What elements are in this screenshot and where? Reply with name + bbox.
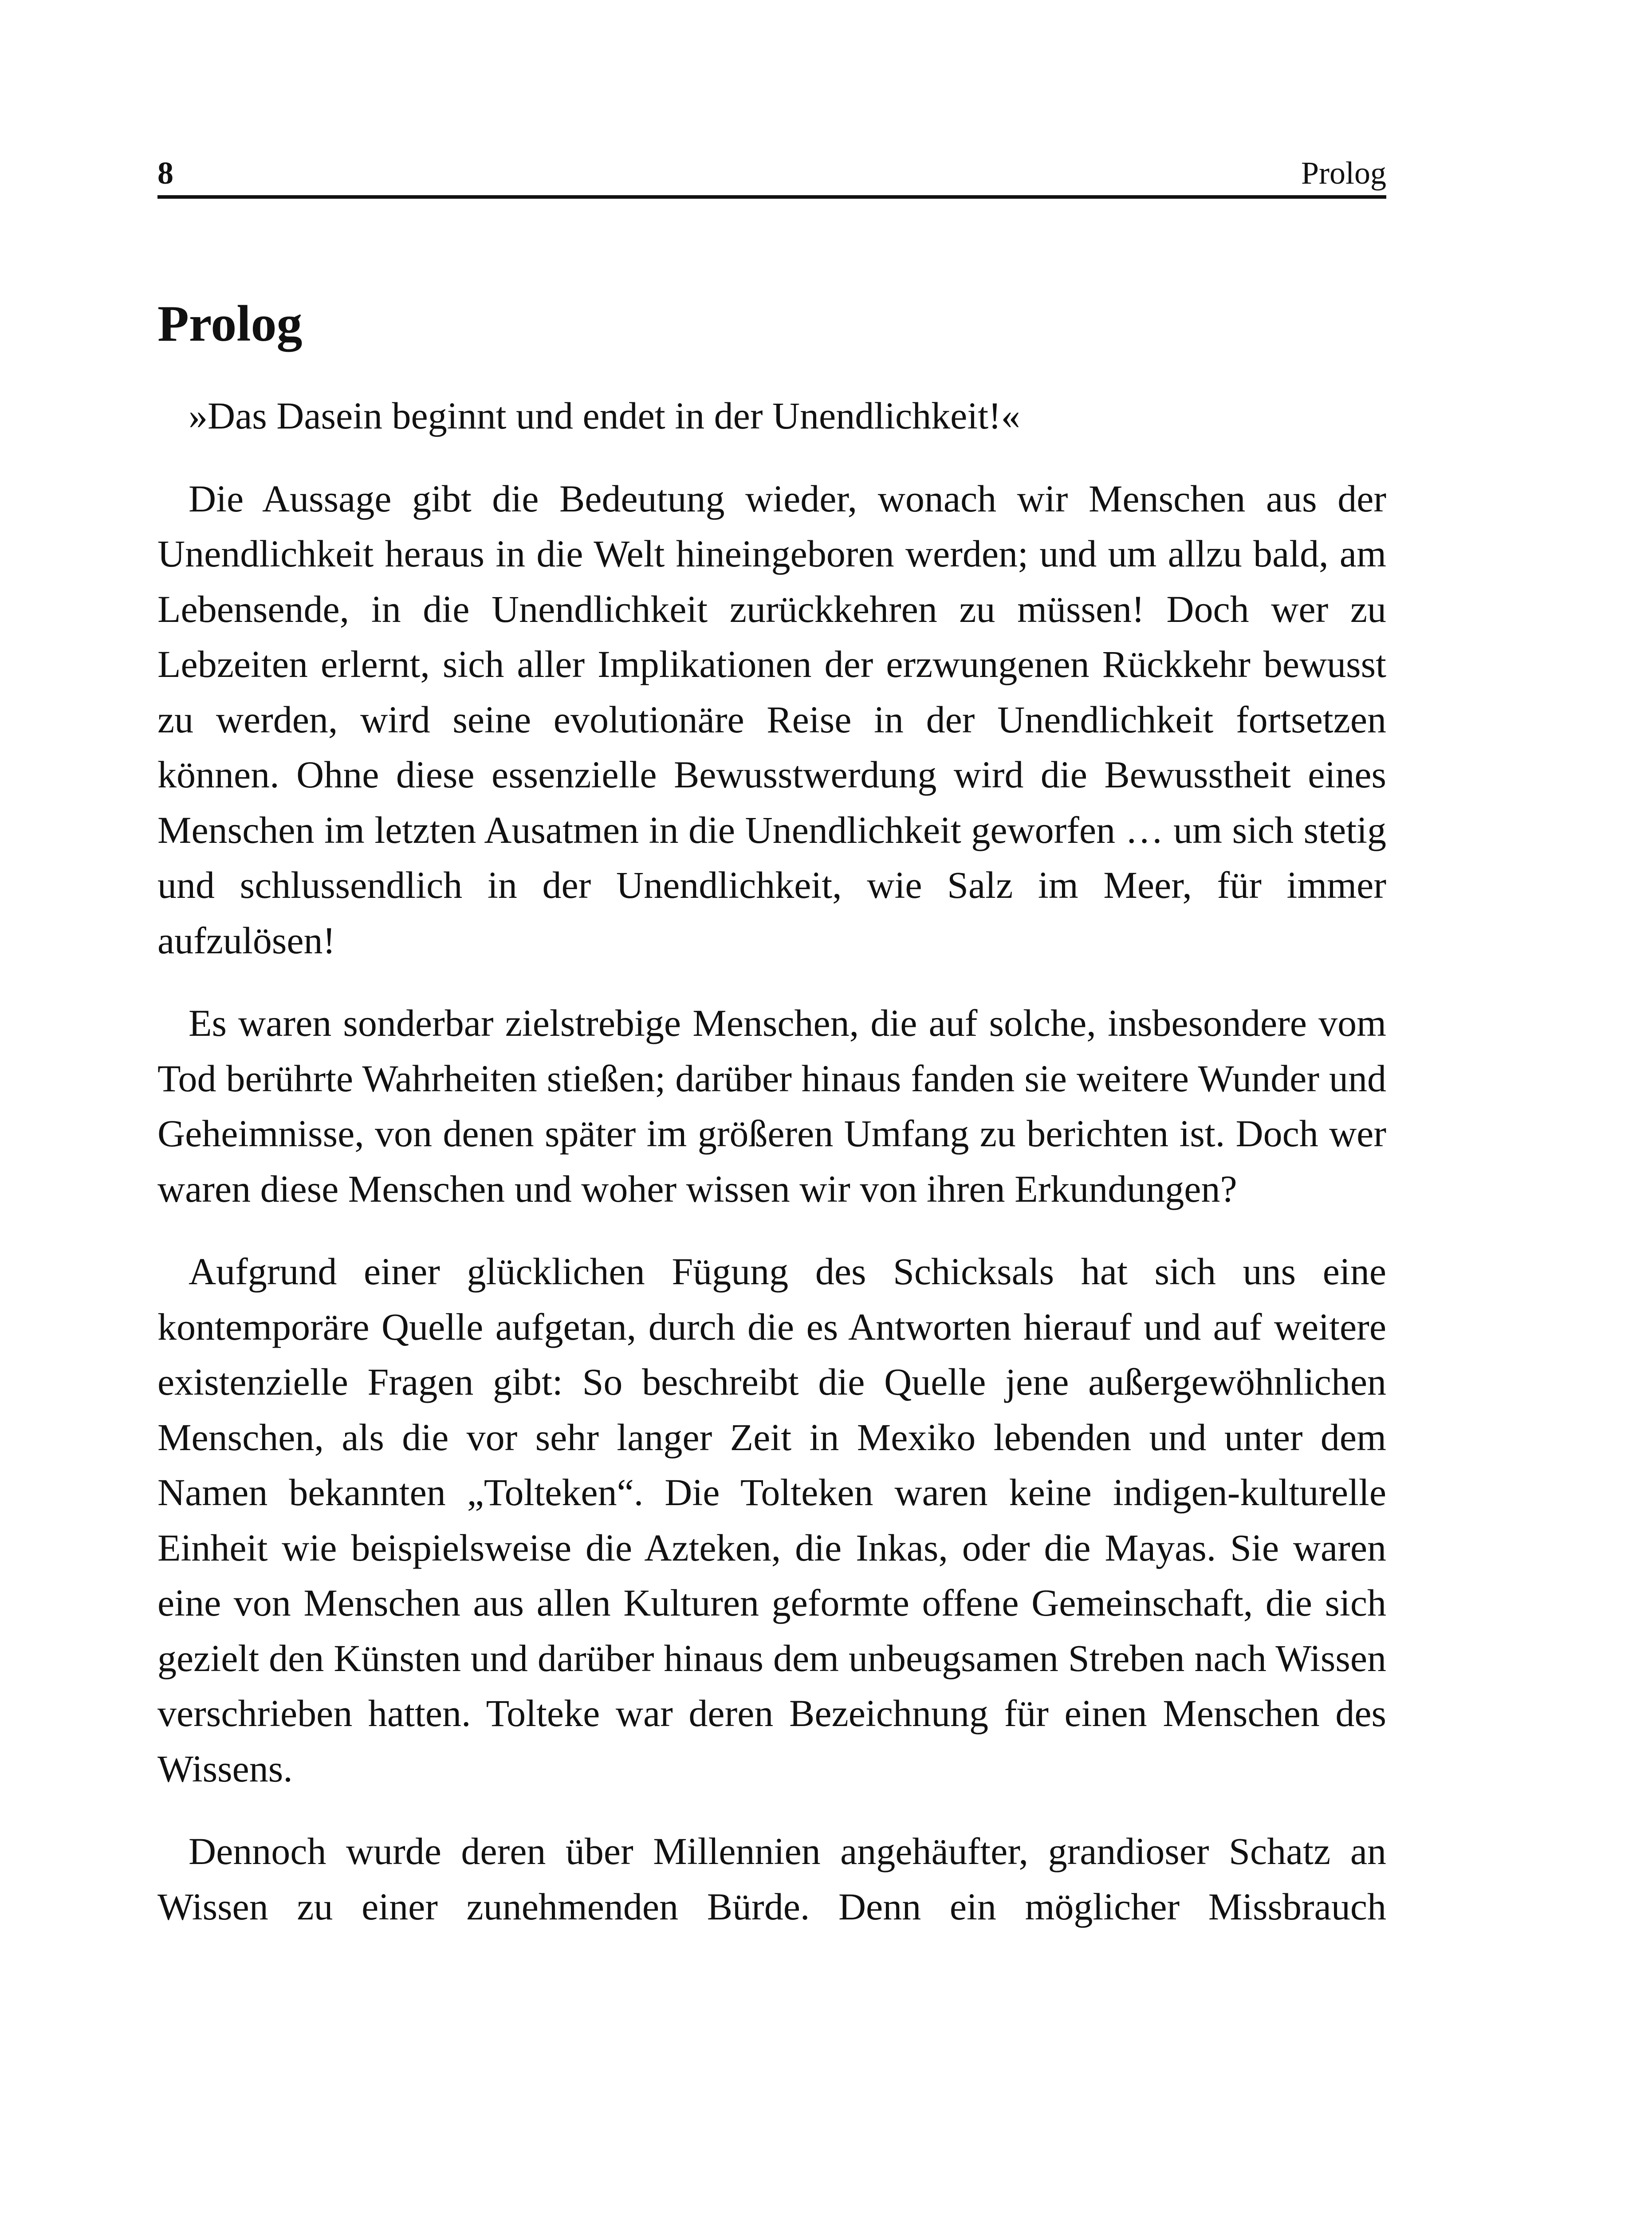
paragraph: Dennoch wurde deren über Millennien angehäufter, grandioser Schatz an Wissen zu einer zunehmenden Bürde. Denn ein möglicher Missbrauch xyxy=(157,1830,1386,1928)
running-header xyxy=(157,151,1386,199)
paragraph: Aufgrund einer glücklichen Fügung des Schicksals hat sich uns eine kontemporäre Quelle aufgetan, durch die es Antworten hierauf und auf weitere existenzielle Fragen gibt: So beschreibt die Quelle jene außergewöhnlichen Menschen, als die vor sehr langer Zeit in Mexiko lebenden und unter dem Namen bekannten „Tolteken“. Die Tolteken waren keine indigen-kulturelle Einheit wie beispielsweise die Azteken, die Inkas, oder die Mayas. Sie waren eine von Menschen aus allen Kulturen geformte offene Gemeinschaft, die sich gezielt den Künsten und darüber hinaus dem unbeugsamen Streben nach Wissen verschrieben hatten. Tolteke war deren Bezeichnung für einen Menschen des Wissens. xyxy=(157,1250,1386,1790)
running-title: Prolog xyxy=(1301,155,1386,191)
paragraph: Die Aussage gibt die Bedeutung wieder, wonach wir Menschen aus der Unendlichkeit heraus in die Welt hineingeboren werden; und um allzu bald, am Lebensende, in die Unendlichkeit zurückkehren zu müssen! Doch wer zu Lebzeiten erlernt, sich aller Implikationen der erzwungenen Rückkehr bewusst zu werden, wird seine evolutionäre Reise in der Unendlichkeit fortsetzen können. Ohne diese essenzielle Bewusstwerdung wird die Bewusstheit eines Menschen im letzten Ausatmen in die Unendlichkeit geworfen … um sich stetig und schlussendlich in der Unendlichkeit, wie Salz im Meer, für immer aufzulösen! xyxy=(157,477,1386,962)
paragraph-epigraph: »Das Dasein beginnt und endet in der Unendlichkeit!« xyxy=(189,394,1020,437)
book-page xyxy=(157,151,1386,1928)
chapter-title: Prolog xyxy=(157,295,303,352)
page-number: 8 xyxy=(157,155,173,191)
paragraph: Es waren sonderbar zielstrebige Menschen, die auf solche, insbesondere vom Tod berührte Wahrheiten stießen; darüber hinaus fanden sie weitere Wunder und Geheimnisse, von denen später im größeren Umfang zu berichten ist. Doch wer waren diese Menschen und woher wissen wir von ihren Erkundungen? xyxy=(157,1002,1386,1210)
body-text xyxy=(157,388,1386,1962)
